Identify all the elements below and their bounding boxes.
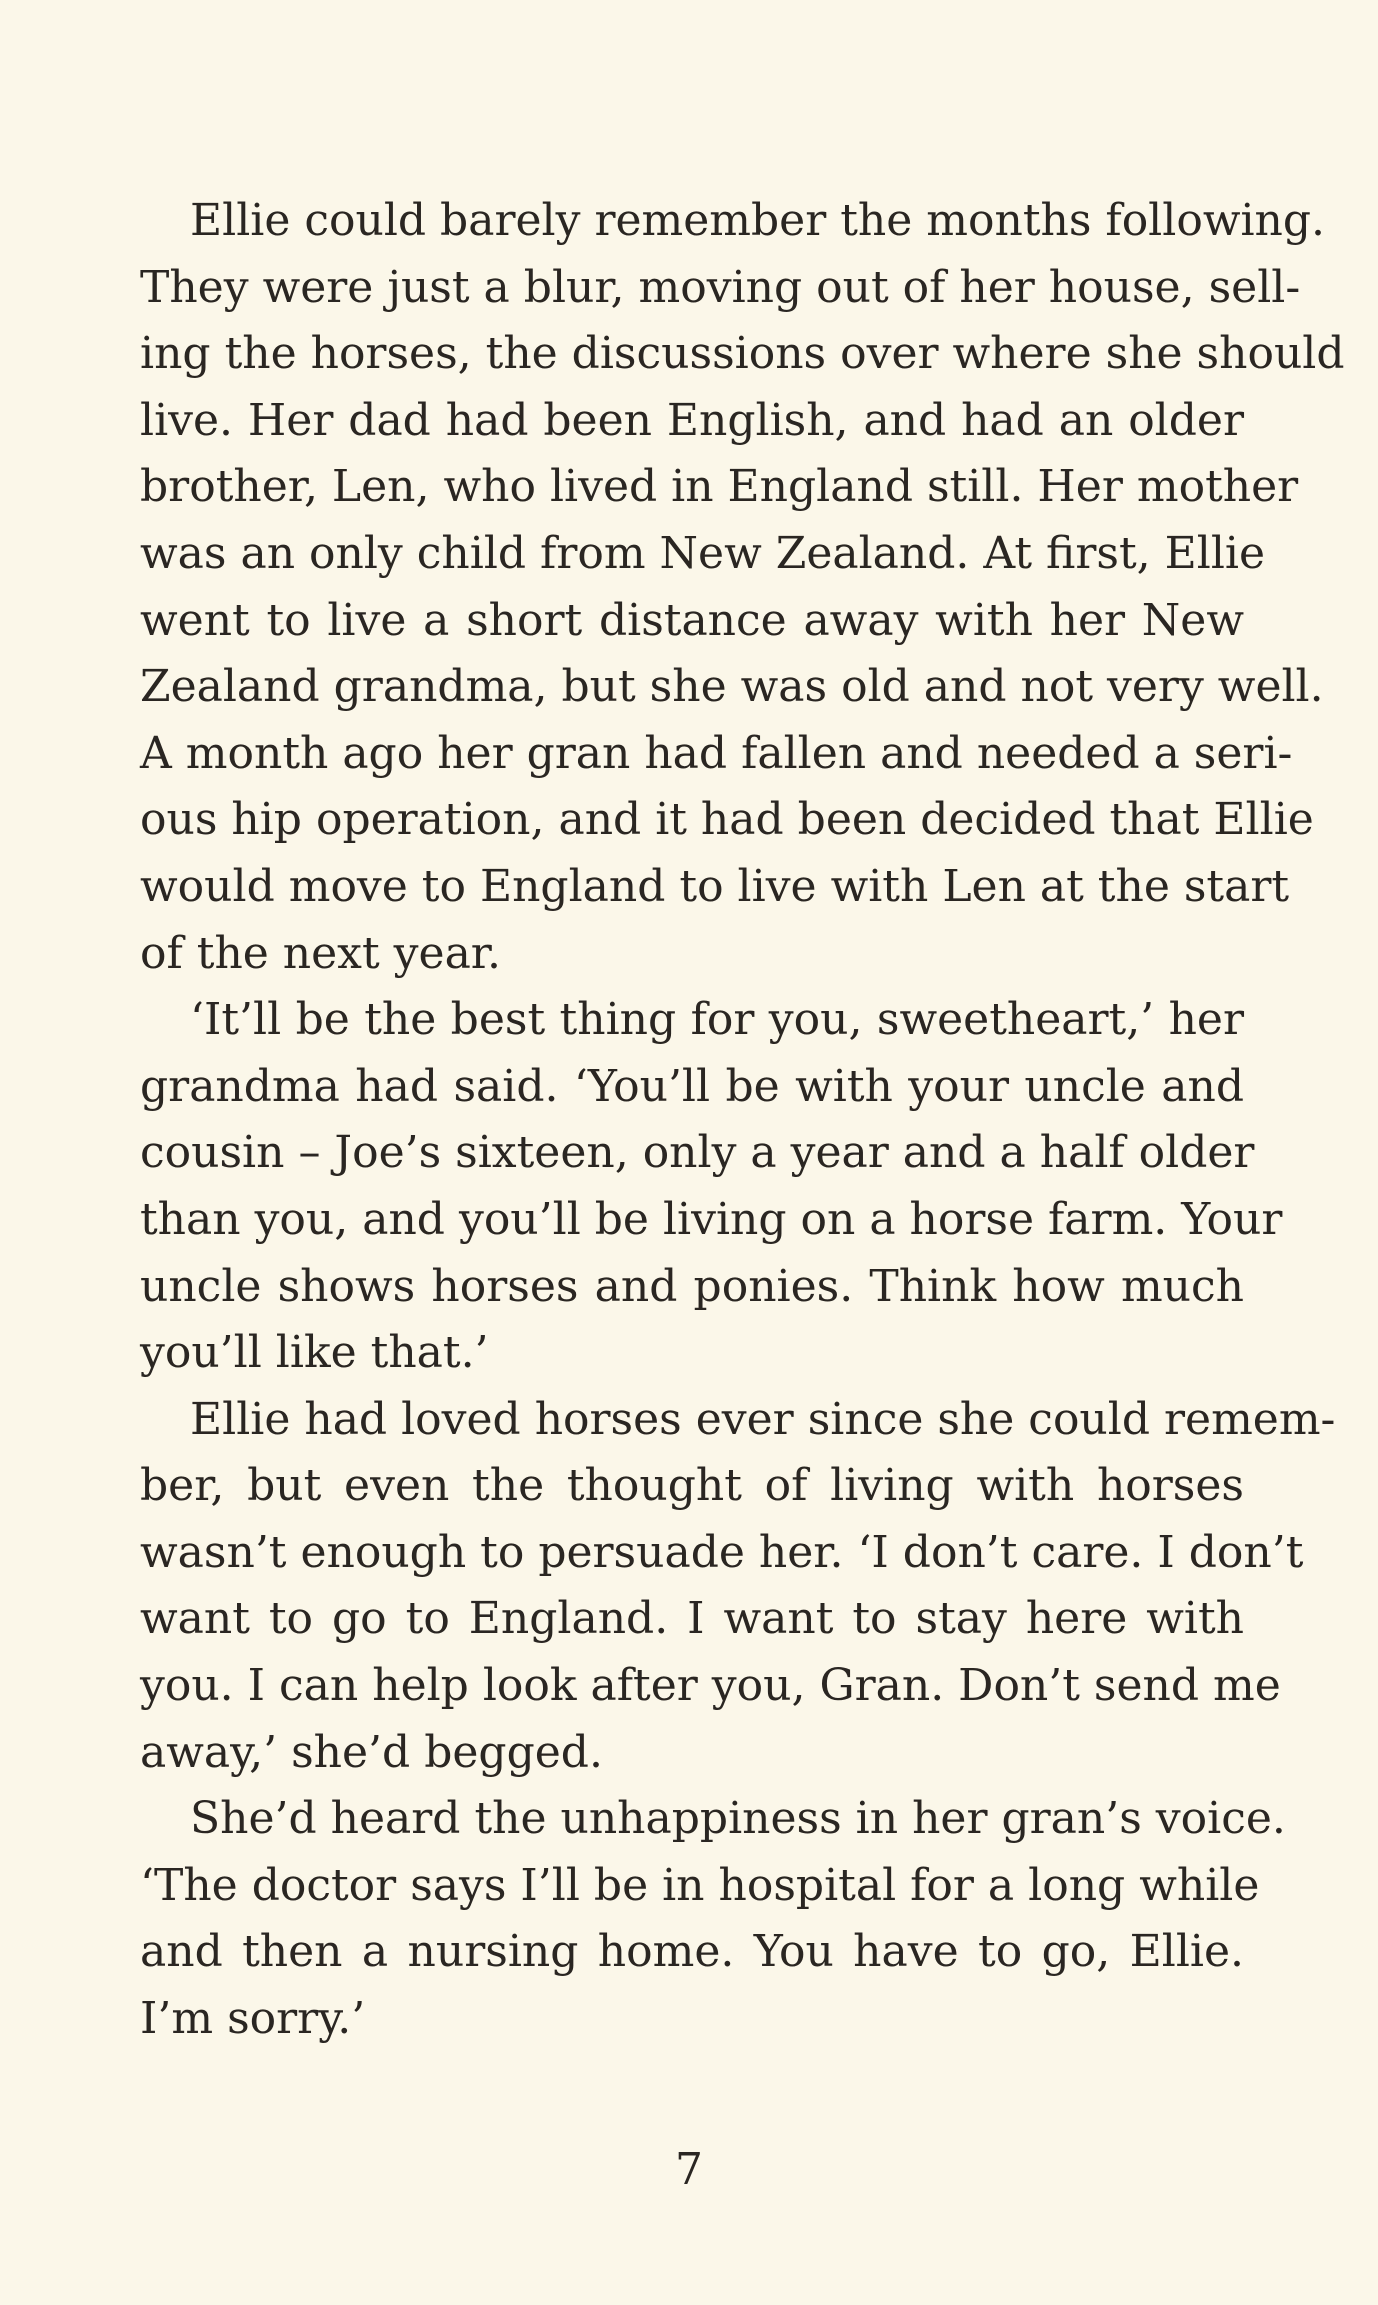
text-line: and then a nursing home. You have to go, Ellie. [140, 1926, 1244, 1978]
text-line: uncle shows horses and ponies. Think how much [140, 1260, 1244, 1312]
text-line: wasn’t enough to persuade her. ‘I don’t care. I don’t [140, 1526, 1304, 1578]
text-line: grandma had said. ‘You’ll be with your uncle and [140, 1060, 1244, 1112]
text-line: A month ago her gran had fallen and needed a seri- [140, 727, 1293, 779]
text-line: want to go to England. I want to stay here with [140, 1593, 1244, 1645]
text-line: you’ll like that.’ [140, 1327, 489, 1379]
text-line: Zealand grandma, but she was old and not very well. [140, 661, 1324, 713]
text-line: live. Her dad had been English, and had an older [140, 394, 1244, 446]
text-line: Ellie had loved horses ever since she could remem- [190, 1393, 1336, 1445]
text-line: would move to England to live with Len at the start [140, 860, 1290, 912]
text-line: of the next year. [140, 927, 501, 979]
text-line: brother, Len, who lived in England still. Her mother [140, 461, 1299, 513]
text-line: ous hip operation, and it had been decided that Ellie [140, 794, 1314, 846]
text-line: Ellie could barely remember the months following. [190, 195, 1326, 246]
paragraph-1 [140, 188, 1345, 987]
text-line: you. I can help look after you, Gran. Don’t send me [140, 1660, 1281, 1712]
text-line: ‘The doctor says I’ll be in hospital for a long while [140, 1859, 1260, 1911]
text-line: They were just a blur, moving out of her house, sell- [140, 261, 1301, 313]
text-line: cousin – Joe’s sixteen, only a year and a half older [140, 1127, 1255, 1179]
paragraph-3 [140, 1387, 1336, 1787]
paragraph-4 [140, 1786, 1286, 2052]
text-line: away,’ she’d begged. [140, 1726, 603, 1778]
text-line: She’d heard the unhappiness in her gran’s voice. [190, 1793, 1286, 1845]
text-line: I’m sorry.’ [140, 1993, 366, 2045]
body-text [140, 188, 1345, 2053]
text-line: was an only child from New Zealand. At first, Ellie [140, 527, 1266, 579]
paragraph-2 [140, 987, 1283, 1387]
text-line: ‘It’ll be the best thing for you, sweetheart,’ her [190, 994, 1244, 1046]
page-number: 7 [675, 2144, 703, 2195]
text-line: than you, and you’ll be living on a horse farm. Your [140, 1193, 1283, 1245]
text-line: ber, but even the thought of living with horses [140, 1460, 1244, 1512]
text-line: went to live a short distance away with her New [140, 594, 1244, 646]
text-line: ing the horses, the discussions over where she should [140, 328, 1345, 380]
